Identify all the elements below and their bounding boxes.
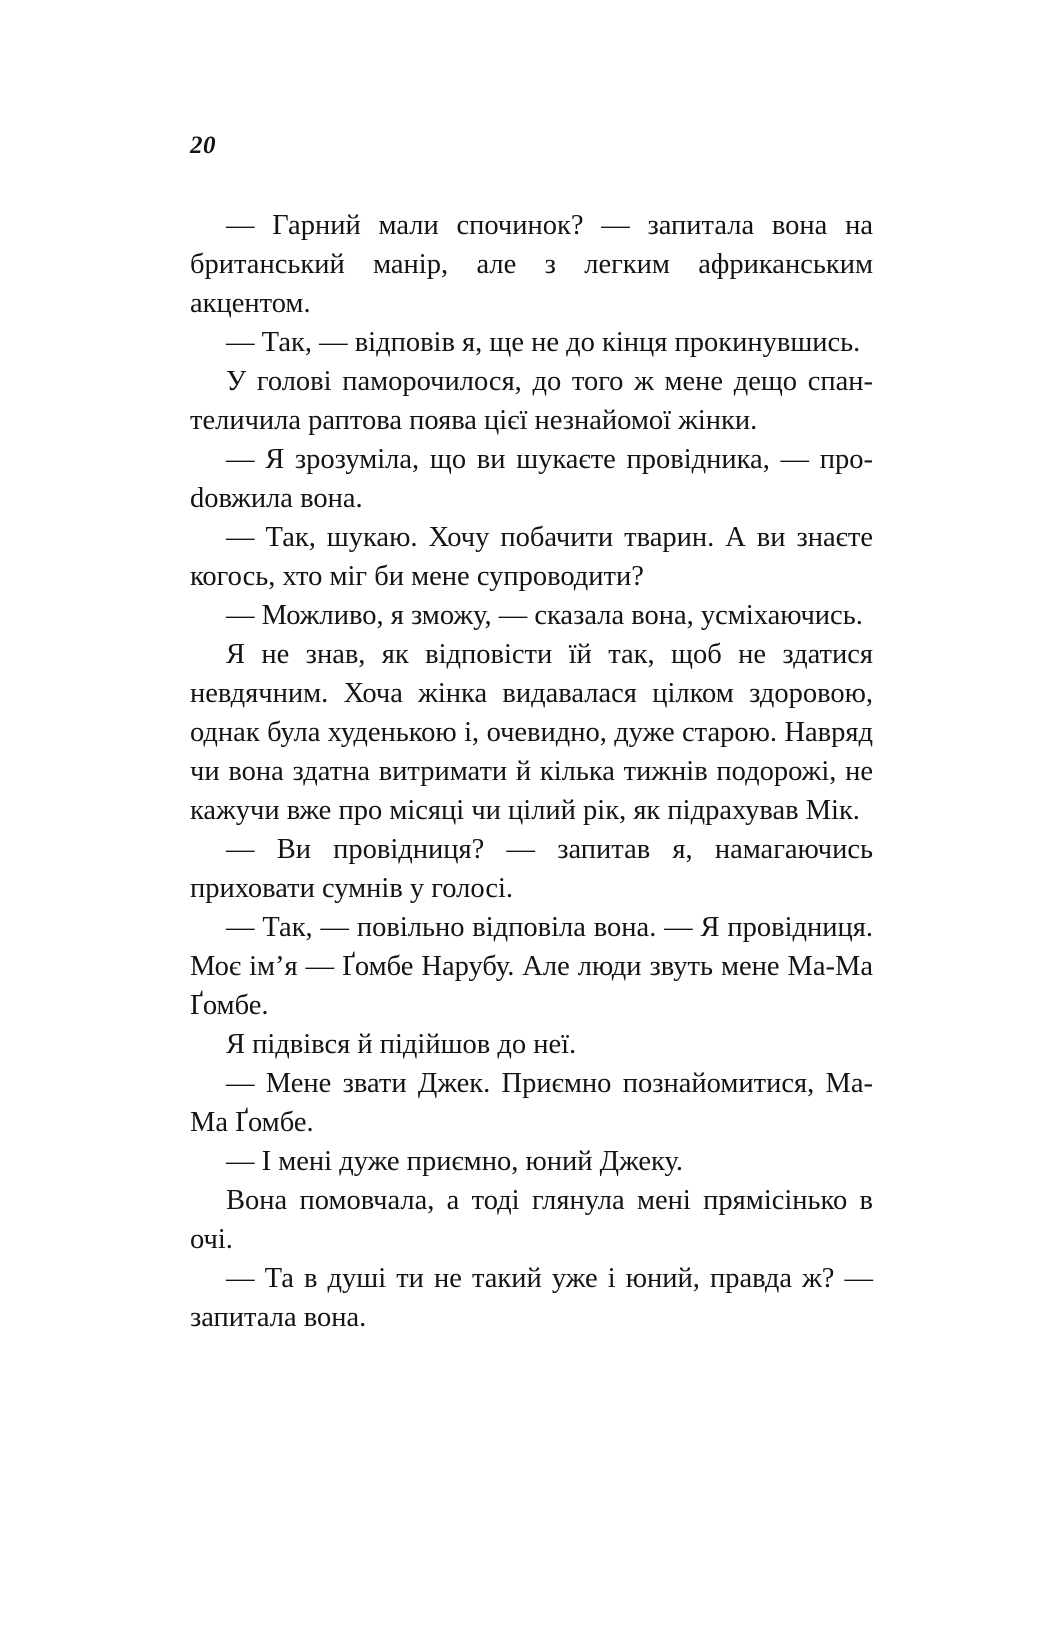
- paragraph: Вона помовчала, а тоді глянула мені прямісінько в очі.: [190, 1185, 873, 1255]
- paragraph: — Та в душі ти не такий уже і юний, правда ж? — запитала вона.: [190, 1263, 873, 1333]
- paragraph: Я підвівся й підійшов до неї.: [226, 1029, 577, 1060]
- paragraph: У голові паморочилося, до того ж мене дещо спантеличила раптова поява цієї незнайомої жінки.: [190, 366, 873, 436]
- paragraph: — Так, — відповів я, ще не до кінця прокинувшись.: [226, 327, 861, 358]
- paragraph: — Гарний мали спочинок? — запитала вона на британський манір, але з легким африканським акцентом.: [190, 210, 873, 319]
- paragraph: — Так, шукаю. Хочу побачити тварин. А ви знаєте когось, хто міг би мене супроводити?: [190, 522, 873, 592]
- paragraph: — Ви провідниця? — запитав я, намагаючись приховати сумнів у голосі.: [190, 834, 873, 904]
- paragraph: Я не знав, як відповісти їй так, щоб не здатися невдячним. Хоча жінка видавалася цілком здоровою, однак була худенькою і, очевидно, дуже старою. Навряд чи вона здатна витримати й кілька тижнів подорожі, не кажучи вже про місяці чи цілий рік, як підрахував Мік.: [190, 639, 873, 826]
- paragraph: — Можливо, я зможу, — сказала вона, усміхаючись.: [226, 600, 863, 631]
- page-number: 20: [190, 132, 216, 159]
- paragraph: — Я зрозуміла, що ви шукаєте провідника, — проdовжила вона.: [190, 444, 873, 514]
- paragraph: — І мені дуже приємно, юний Джеку.: [226, 1146, 684, 1177]
- paragraph: — Так, — повільно відповіла вона. — Я провідниця. Моє ім’я — Ґомбе Нарубу. Але люди звуть мене Ма-Ма Ґомбе.: [190, 912, 873, 1021]
- paragraph: — Мене звати Джек. Приємно познайомитися, Ма-Ма Ґомбе.: [190, 1068, 873, 1138]
- body-text-block: [190, 206, 873, 1337]
